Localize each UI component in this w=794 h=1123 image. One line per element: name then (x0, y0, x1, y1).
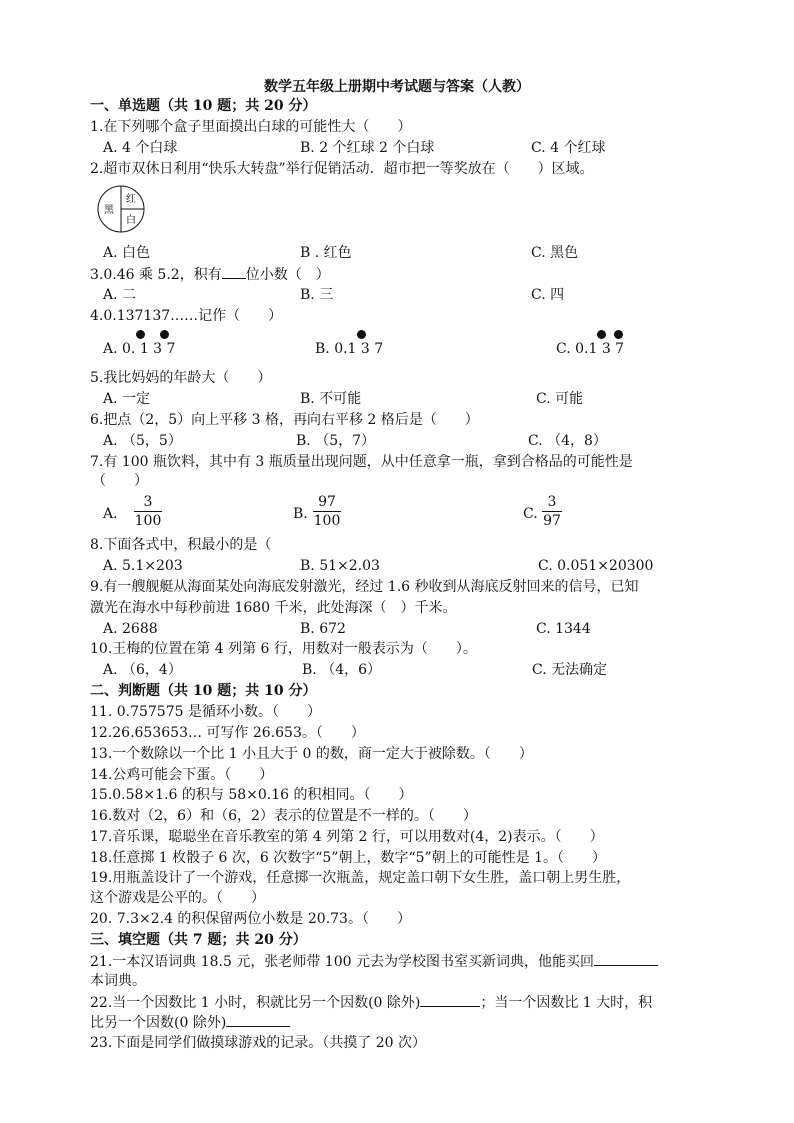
answer-blank[interactable] (420, 993, 480, 1007)
question-3-stem-part2: 位小数（ ） (245, 267, 330, 283)
question-8-option-a: A. 5.1×203 (103, 558, 183, 574)
fraction-bar (313, 511, 341, 512)
question-1-option-c: C. 4 个红球 (531, 140, 606, 156)
fill-question-22-text-mid: ；当一个因数比 1 大时，积 (480, 995, 653, 1011)
question-8-stem: 8.下面各式中，积最小的是（ (90, 537, 272, 553)
question-8-option-b: B. 51×2.03 (300, 558, 380, 574)
question-9-option-b: B. 672 (300, 621, 346, 637)
question-2-stem: 2.超市双休日利用“快乐大转盘”举行促销活动．超市把一等奖放在（ ）区域。 (90, 161, 594, 177)
wheel-label-black: 黑 (104, 205, 114, 216)
question-9-option-c: C. 1344 (536, 621, 591, 637)
fill-question-22-cont (90, 1013, 290, 1032)
judge-question: 17.音乐课，聪聪坐在音乐教室的第 4 列第 2 行，可以用数对(4，2)表示。（ ） (90, 829, 604, 845)
question-5-option-b: B. 不可能 (300, 391, 362, 407)
question-4-option-c: C. 0.1 3 7 (556, 341, 625, 357)
question-3-blank (222, 265, 246, 279)
fill-question-22 (90, 993, 652, 1012)
question-3-option-c: C. 四 (531, 287, 565, 303)
page-title: 数学五年级上册期中考试题与答案（人教） (264, 79, 530, 95)
question-7-option-c-label: C. (523, 506, 538, 522)
question-7-option-b-fraction (313, 494, 341, 529)
judge-question: 11. 0.757575 是循环小数。（ ） (90, 704, 321, 720)
fraction-bar (134, 511, 162, 512)
question-3-stem (90, 265, 330, 284)
question-10-stem: 10.王梅的位置在第 4 列第 6 行，用数对一般表示为（ ）。 (90, 641, 477, 657)
answer-blank[interactable] (594, 952, 658, 966)
question-4-stem: 4.0.137137……记作（ ） (90, 308, 283, 324)
question-10-option-c: C. 无法确定 (532, 662, 608, 678)
fraction-denominator: 97 (543, 513, 561, 529)
fill-question-22-text: 22.当一个因数比 1 小时，积就比另一个因数(0 除外) (90, 995, 421, 1011)
judge-question: 14.公鸡可能会下蛋。（ ） (90, 767, 274, 783)
judge-question: 12.26.653653… 可写作 26.653。（ ） (90, 725, 365, 741)
repeat-dot-icon (597, 330, 606, 339)
question-7-option-a-label: A. (103, 506, 118, 522)
judge-question: 15.0.58×1.6 的积与 58×0.16 的积相同。（ ） (90, 787, 413, 803)
question-8-option-c: C. 0.051×20300 (538, 558, 654, 574)
judge-question: 13.一个数除以一个比 1 小且大于 0 的数，商一定大于被除数。（ ） (90, 746, 533, 762)
question-7-option-c-fraction (542, 494, 562, 529)
question-9-stem: 9.有一艘舰艇从海面某处向海底发射激光，经过 1.6 秒收到从海底反射回来的信号，已知 (90, 579, 639, 595)
fraction-numerator: 97 (318, 494, 336, 510)
repeat-dot-icon (357, 330, 366, 339)
judge-question: 16.数对（2，6）和（6，2）表示的位置是不一样的。（ ） (90, 808, 477, 824)
question-2-option-c: C. 黑色 (531, 245, 579, 261)
fill-question-21-cont: 本词典。 (90, 973, 146, 989)
question-3-stem-part1: 3.0.46 乘 5.2，积有 (90, 267, 222, 283)
question-5-option-c: C. 可能 (536, 391, 584, 407)
fill-question-21 (90, 952, 658, 971)
judge-question: 18.任意掷 1 枚骰子 6 次，6 次数字“5”朝上，数字“5”朝上的可能性是 1。（ ） (90, 850, 607, 866)
question-1-option-a: A. 4 个白球 (103, 140, 178, 156)
answer-blank[interactable] (226, 1013, 290, 1027)
fill-question-22-text-end: 比另一个因数(0 除外) (90, 1015, 227, 1031)
fill-question-21-text: 21.一本汉语词典 18.5 元，张老师带 100 元去为学校图书室买新词典，他能买回 (90, 954, 594, 970)
question-1-option-b: B. 2 个红球 2 个白球 (300, 140, 435, 156)
question-7-option-a-fraction (134, 494, 162, 529)
fraction-numerator: 3 (143, 494, 153, 510)
wheel-label-white: 白 (126, 215, 136, 226)
fraction-bar (542, 511, 562, 512)
question-2-option-b: B . 红色 (300, 245, 352, 261)
question-10-option-a: A. （6，4） (103, 662, 182, 678)
question-7-stem: 7.有 100 瓶饮料，其中有 3 瓶质量出现问题，从中任意拿一瓶，拿到合格品的可能性是 (90, 454, 633, 470)
wheel-label-red: 红 (126, 194, 136, 205)
section-heading-fill-blank: 三、填空题（共 7 题；共 20 分） (90, 932, 307, 948)
question-6-stem: 6.把点（2，5）向上平移 3 格，再向右平移 2 格后是（ ） (90, 412, 479, 428)
question-7-option-b-label: B. (293, 506, 308, 522)
question-4-option-b: B. 0.1 3 7 (315, 341, 384, 357)
question-9-stem-cont: 激光在海水中每秒前进 1680 千米，此处海深（ ）千米。 (90, 600, 457, 616)
repeat-dot-icon (136, 330, 145, 339)
question-6-option-c: C. （4，8） (528, 433, 607, 449)
question-5-stem: 5.我比妈妈的年龄大（ ） (90, 370, 272, 386)
repeat-dot-icon (160, 330, 169, 339)
prize-wheel-diagram (92, 185, 152, 233)
question-4-option-a: A. 0. 1 3 7 (103, 341, 176, 357)
question-3-option-a: A. 二 (103, 287, 137, 303)
question-2-option-a: A. 白色 (103, 245, 151, 261)
fill-question-23: 23.下面是同学们做摸球游戏的记录。（共摸了 20 次） (90, 1035, 426, 1051)
fraction-denominator: 100 (313, 513, 341, 529)
repeat-dot-icon (614, 330, 623, 339)
question-1-stem: 1.在下列哪个盒子里面摸出白球的可能性大（ ） (90, 119, 412, 135)
question-3-option-b: B. 三 (300, 287, 334, 303)
question-9-option-a: A. 2688 (103, 621, 158, 637)
question-5-option-a: A. 一定 (103, 391, 151, 407)
question-7-stem-cont: （ ） (92, 473, 148, 489)
question-10-option-b: B. （4，6） (302, 662, 382, 678)
question-6-option-a: A. （5，5） (103, 433, 182, 449)
judge-question: 20. 7.3×2.4 的积保留两位小数是 20.73。（ ） (90, 911, 411, 927)
fraction-numerator: 3 (547, 494, 557, 510)
section-heading-true-false: 二、判断题（共 10 题；共 10 分） (90, 683, 317, 699)
question-6-option-b: B. （5，7） (296, 433, 376, 449)
section-heading-single-choice: 一、单选题（共 10 题；共 20 分） (90, 98, 317, 114)
fraction-denominator: 100 (134, 513, 162, 529)
judge-question-cont: 这个游戏是公平的。（ ） (90, 890, 265, 906)
judge-question: 19.用瓶盖设计了一个游戏，任意掷一次瓶盖，规定盖口朝下女生胜，盖口朝上男生胜， (90, 870, 631, 886)
